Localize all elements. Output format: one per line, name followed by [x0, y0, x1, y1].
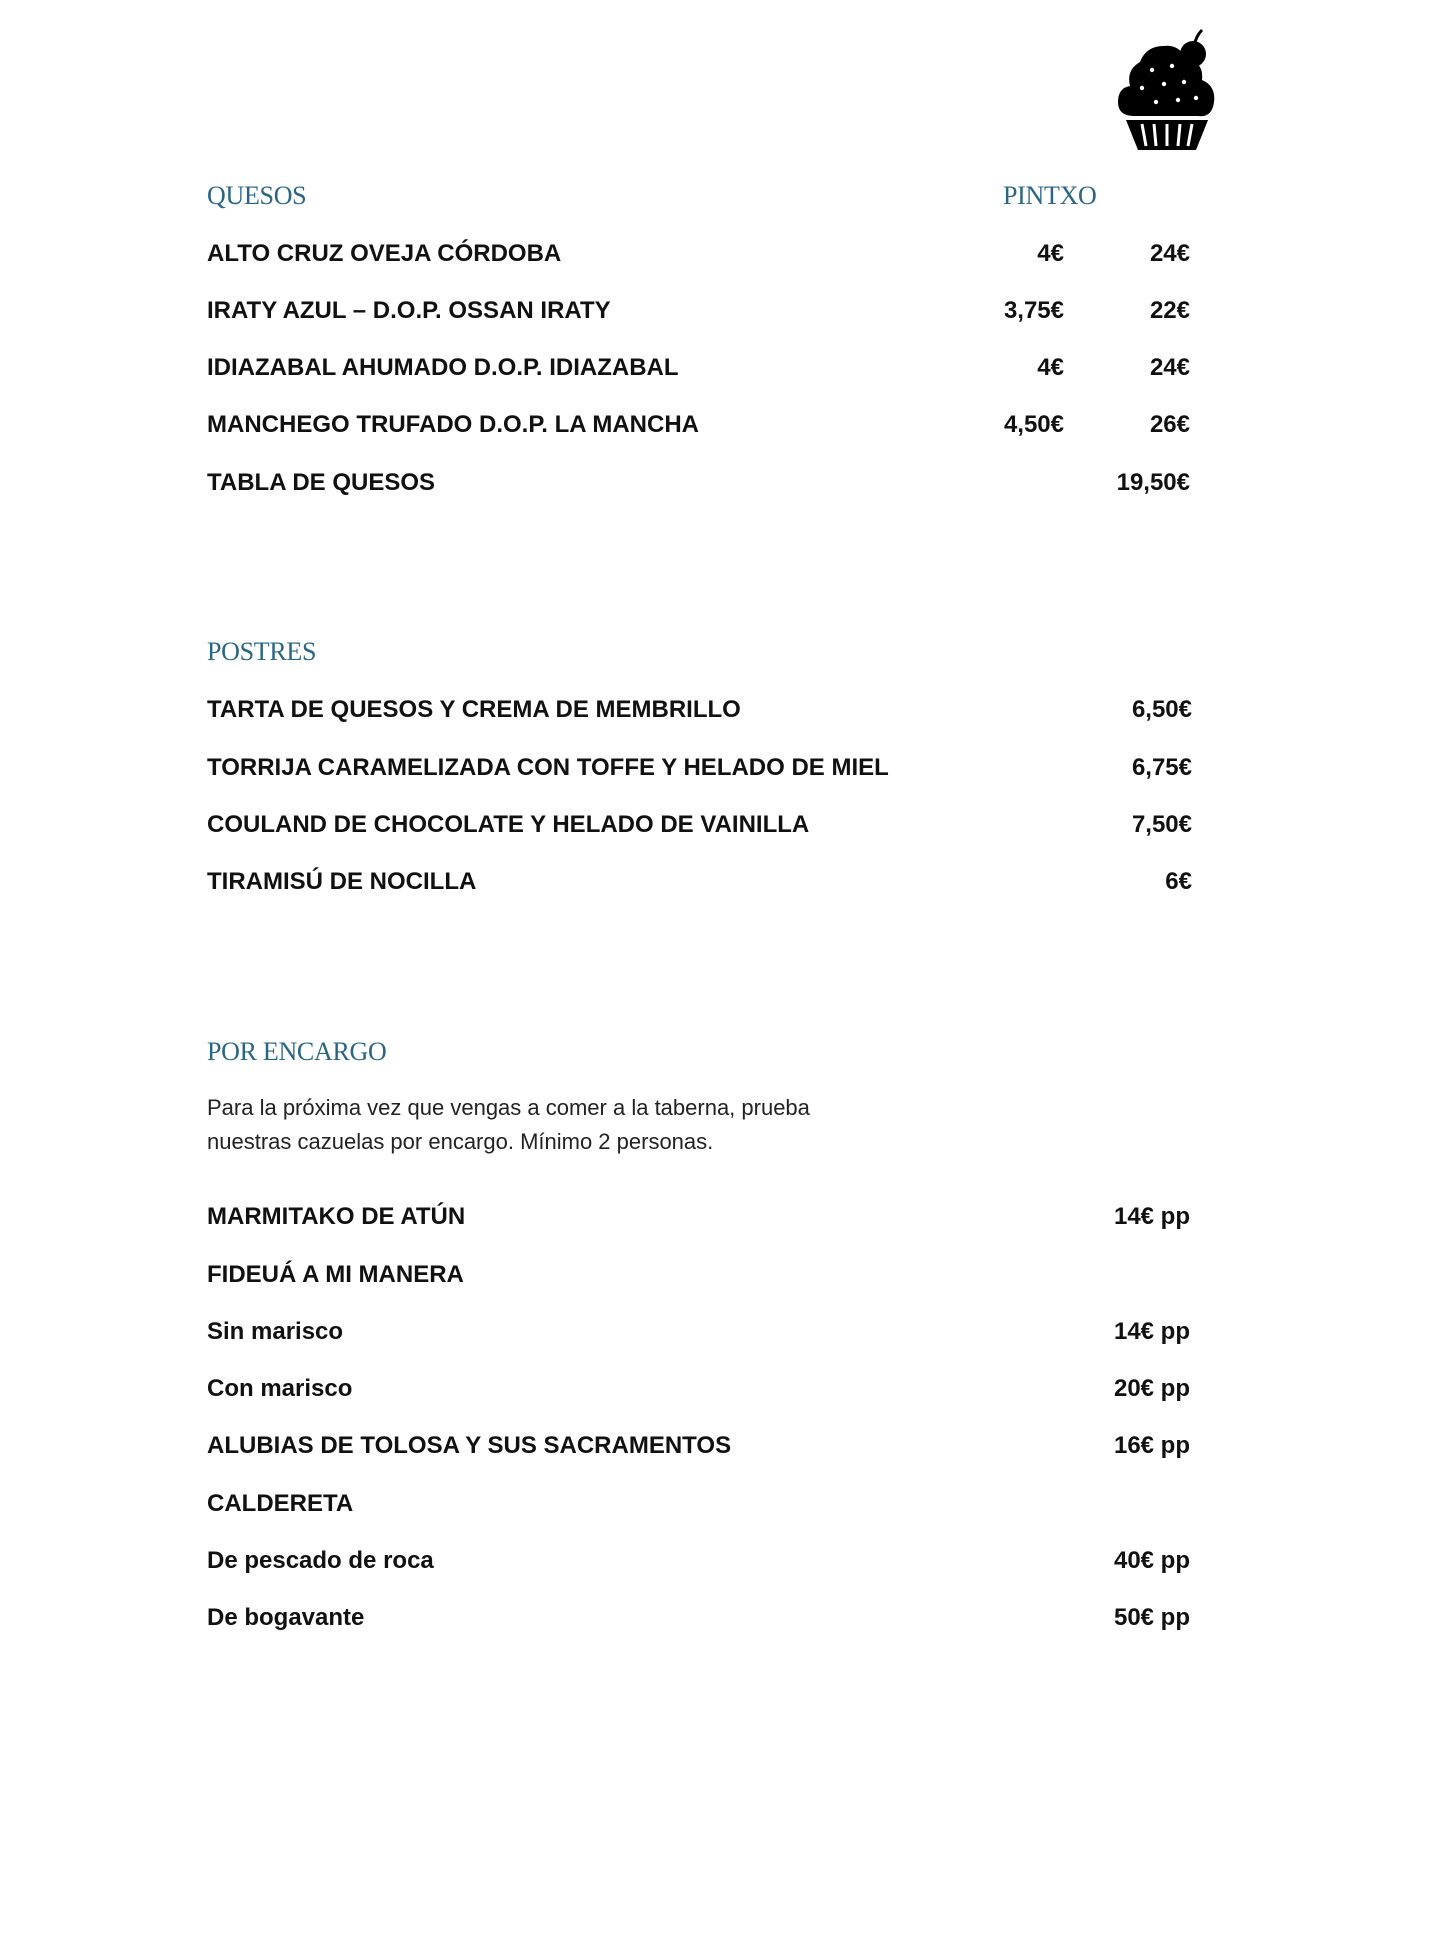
price-racion: 26€: [1149, 411, 1190, 438]
item-name: TIRAMISÚ DE NOCILLA: [207, 868, 477, 895]
item-name: TARTA DE QUESOS Y CREMA DE MEMBRILLO: [207, 696, 741, 723]
item-name: TORRIJA CARAMELIZADA CON TOFFE Y HELADO DE MIEL: [207, 754, 889, 781]
item-name: FIDEUÁ A MI MANERA: [207, 1261, 464, 1288]
item-price: 6,50€: [1131, 696, 1192, 723]
item-name: CALDERETA: [207, 1490, 354, 1517]
intro-line: Para la próxima vez que vengas a comer a la taberna, prueba: [207, 1095, 810, 1120]
item-price: 40€ pp: [1113, 1547, 1190, 1574]
item-name: MARMITAKO DE ATÚN: [207, 1203, 466, 1230]
item-name: IDIAZABAL AHUMADO D.O.P. IDIAZABAL: [207, 354, 679, 381]
item-price: 16€ pp: [1113, 1432, 1190, 1459]
item-price: 7,50€: [1131, 811, 1192, 838]
item-price: 14€ pp: [1113, 1318, 1190, 1345]
item-name: ALUBIAS DE TOLOSA Y SUS SACRAMENTOS: [207, 1432, 732, 1459]
cupcake-icon: [1112, 26, 1222, 154]
item-name: IRATY AZUL – D.O.P. OSSAN IRATY: [207, 297, 611, 324]
item-name: ALTO CRUZ OVEJA CÓRDOBA: [207, 240, 562, 267]
item-name: Con marisco: [207, 1375, 353, 1402]
item-name: De pescado de roca: [207, 1547, 434, 1574]
section-heading-encargo: POR ENCARGO: [207, 1037, 387, 1066]
section-heading-quesos: QUESOS: [207, 181, 307, 210]
item-price: 14€ pp: [1113, 1203, 1190, 1230]
price-pintxo: 3,75€: [1003, 297, 1064, 324]
price-racion: 22€: [1149, 297, 1190, 324]
price-racion: 19,50€: [1116, 469, 1190, 496]
item-name: COULAND DE CHOCOLATE Y HELADO DE VAINILLA: [207, 811, 810, 838]
column-label-pintxo: PINTXO: [1003, 181, 1097, 210]
item-name: De bogavante: [207, 1604, 365, 1631]
price-pintxo: 4€: [1037, 354, 1064, 381]
encargo-intro: [207, 1091, 867, 1159]
item-name: TABLA DE QUESOS: [207, 469, 436, 496]
item-price: 50€ pp: [1113, 1604, 1190, 1631]
section-heading-postres: POSTRES: [207, 637, 317, 666]
item-price: 6€: [1165, 868, 1192, 895]
item-price: 20€ pp: [1113, 1375, 1190, 1402]
price-racion: 24€: [1149, 354, 1190, 381]
item-name: Sin marisco: [207, 1318, 344, 1345]
price-pintxo: 4,50€: [1003, 411, 1064, 438]
intro-line: nuestras cazuelas por encargo. Mínimo 2 personas.: [207, 1129, 714, 1154]
price-pintxo: 4€: [1037, 240, 1064, 267]
item-price: 6,75€: [1131, 754, 1192, 781]
price-racion: 24€: [1149, 240, 1190, 267]
item-name: MANCHEGO TRUFADO D.O.P. LA MANCHA: [207, 411, 699, 438]
